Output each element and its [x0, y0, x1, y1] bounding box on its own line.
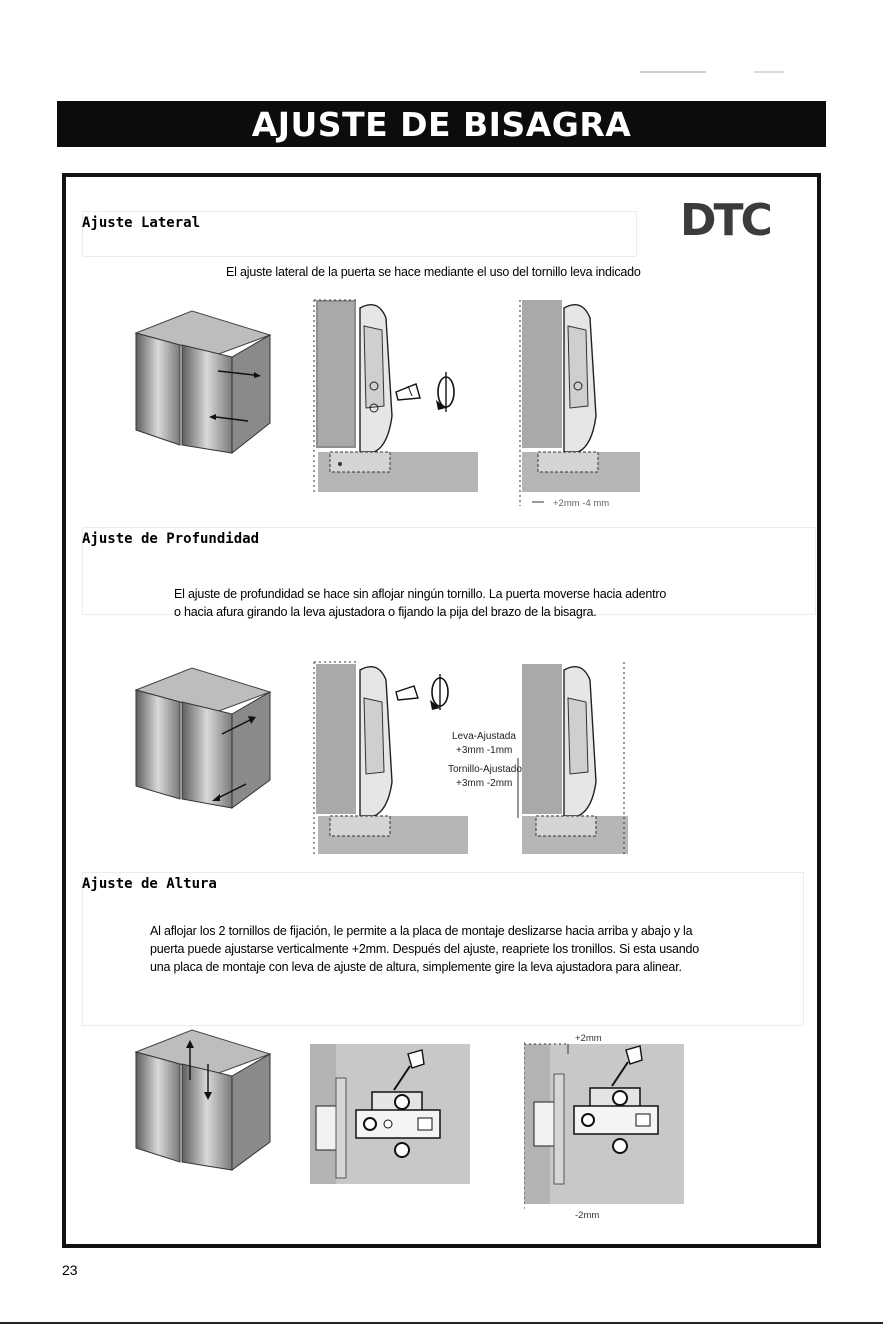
- page-number: 23: [62, 1262, 78, 1278]
- hinge-lateral-diagram-1: [300, 296, 480, 496]
- hinge-profundidad-diagram-2: [514, 658, 664, 858]
- top-rule-right: [754, 71, 784, 73]
- tornillo-ajustado-value: +3mm -2mm: [456, 778, 513, 789]
- tornillo-ajustado-label: Tornillo-Ajustado: [448, 764, 522, 775]
- altura-description-line-1: Al aflojar los 2 tornillos de fijación, le permite a la placa de montaje deslizarse hacia arriba y abajo y la: [150, 924, 693, 938]
- altura-description-line-3: una placa de montaje con leva de ajuste de altura, simplemente gire la leva ajustadora para alinear.: [150, 960, 682, 974]
- page-title: AJUSTE DE BISAGRA: [251, 104, 632, 144]
- altura-down-label: -2mm: [575, 1210, 600, 1221]
- cabinet-altura-illustration: [128, 1024, 278, 1174]
- hinge-lateral-diagram-2: [514, 296, 664, 516]
- top-rule-left: [640, 71, 706, 73]
- mounting-plate-diagram-1: [310, 1044, 470, 1184]
- cabinet-lateral-illustration: [128, 305, 278, 455]
- section-title-lateral: Ajuste Lateral: [82, 215, 201, 231]
- profundidad-description-line-2: o hacia afura girando la leva ajustadora o fijando la pija del brazo de la bisagra.: [174, 605, 597, 619]
- profundidad-description-line-1: El ajuste de profundidad se hace sin aflojar ningún tornillo. La puerta moverse hacia adentro: [174, 587, 667, 601]
- brand-logo: DTC: [680, 195, 770, 246]
- lateral-dimension-label: +2mm -4 mm: [553, 498, 610, 509]
- section-title-profundidad: Ajuste de Profundidad: [82, 531, 260, 547]
- lateral-description: El ajuste lateral de la puerta se hace mediante el uso del tornillo leva indicado: [226, 265, 641, 279]
- hinge-profundidad-diagram-1: [300, 658, 470, 858]
- altura-description-line-2: puerta puede ajustarse verticalmente +2mm. Después del ajuste, reapriete los tronillos. Si esta usando: [150, 942, 700, 956]
- page-title-banner: [57, 101, 826, 147]
- altura-up-label: +2mm: [575, 1033, 602, 1044]
- section-title-altura: Ajuste de Altura: [82, 876, 217, 892]
- leva-ajustada-value: +3mm -1mm: [456, 745, 513, 756]
- mounting-plate-diagram-2: [524, 1040, 690, 1210]
- leva-ajustada-label: Leva-Ajustada: [452, 731, 516, 742]
- cabinet-profundidad-illustration: [128, 664, 278, 814]
